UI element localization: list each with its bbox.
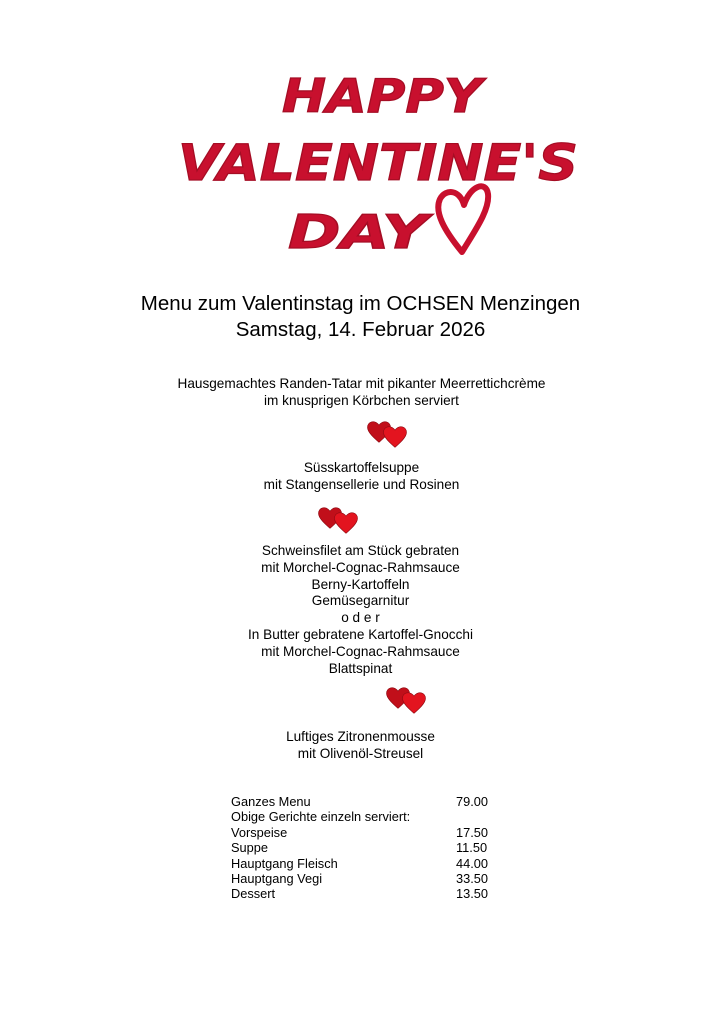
course-line: Blattspinat [328, 660, 393, 676]
price-label: Hauptgang Fleisch [231, 855, 338, 871]
double-heart-icon [316, 502, 364, 542]
price-label: Ganzes Menu [231, 794, 311, 809]
price-row [231, 809, 501, 824]
price-label: Obige Gerichte einzeln serviert: [231, 809, 411, 825]
course-line: mit Morchel-Cognac-Rahmsauce [261, 643, 460, 659]
price-value: 33.50 [456, 870, 489, 886]
price-label: Dessert [231, 886, 276, 902]
price-row [231, 856, 501, 871]
price-label: Vorspeise [231, 824, 288, 840]
logo-line-valentines: VALENTINE'S [178, 134, 578, 192]
heart-outline-icon [438, 186, 488, 252]
price-list [231, 794, 501, 902]
price-row [231, 871, 501, 886]
course-line: Hausgemachtes Randen-Tatar mit pikanter Meerrettichcrème [177, 376, 546, 391]
course-line: Gemüsegarnitur [311, 593, 410, 609]
course-main [0, 543, 721, 677]
price-row [231, 840, 501, 855]
course-starter [1, 376, 721, 410]
price-label: Suppe [231, 840, 269, 856]
double-heart-icon [384, 682, 432, 722]
price-value: 11.50 [456, 840, 488, 856]
price-value: 17.50 [456, 824, 489, 840]
price-row [231, 794, 501, 809]
price-value: 13.50 [456, 886, 489, 902]
course-line: Süsskartoffelsuppe [303, 460, 420, 475]
double-heart-icon [365, 416, 413, 456]
logo-line-happy: HAPPY [282, 69, 488, 123]
course-line: Schweinsfilet am Stück gebraten [261, 543, 460, 558]
course-line: im knusprigen Körbchen serviert [264, 392, 459, 408]
price-value: 44.00 [456, 855, 489, 871]
logo-line-day: DAY [288, 205, 435, 258]
course-line: mit Stangensellerie und Rosinen [263, 476, 460, 492]
course-dessert [0, 729, 721, 763]
price-value: 79.00 [456, 794, 489, 809]
menu-date: Samstag, 14. Februar 2026 [235, 318, 486, 341]
price-row [231, 825, 501, 840]
happy-valentines-day-logo [172, 62, 584, 258]
course-line: mit Olivenöl-Streusel [297, 745, 424, 761]
course-line: mit Morchel-Cognac-Rahmsauce [261, 559, 460, 575]
course-soup [1, 460, 721, 494]
course-line: Luftiges Zitronenmousse [286, 729, 435, 744]
menu-title: Menu zum Valentinstag im OCHSEN Menzingen [140, 292, 581, 315]
price-label: Hauptgang Vegi [231, 870, 323, 886]
course-line: In Butter gebratene Kartoffel-Gnocchi [248, 626, 473, 642]
course-line: o d e r [341, 610, 380, 626]
price-row [231, 886, 501, 901]
course-line: Berny-Kartoffeln [311, 576, 410, 592]
